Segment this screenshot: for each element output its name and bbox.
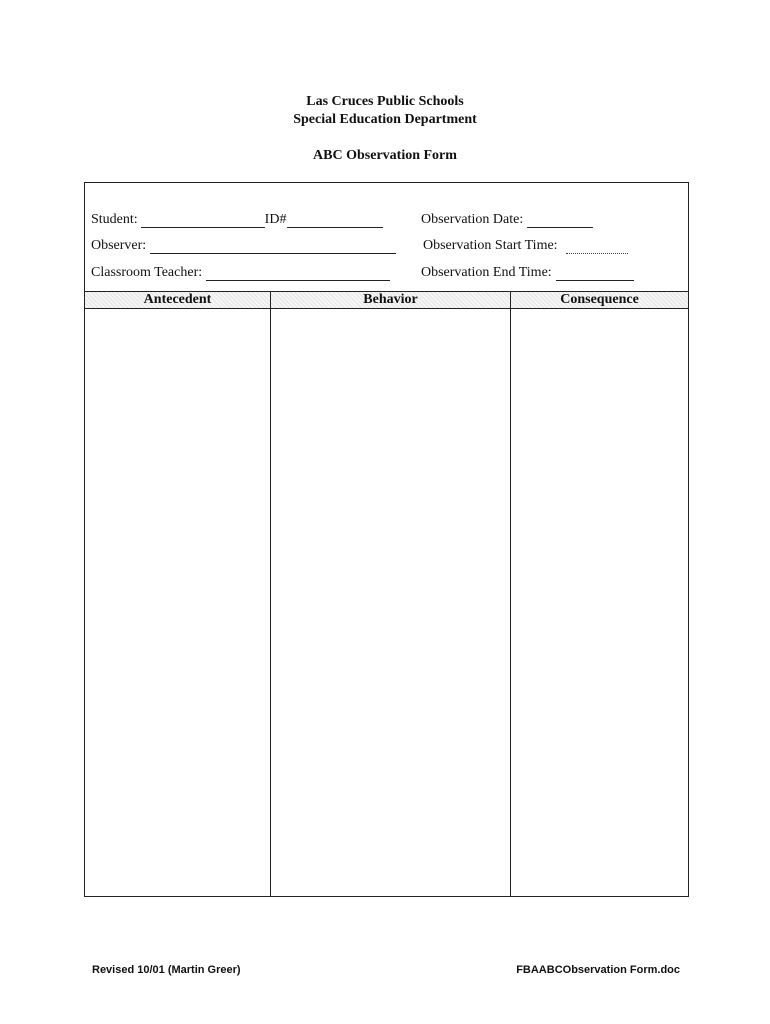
student-field — [91, 212, 383, 228]
behavior-column[interactable] — [271, 309, 510, 896]
observation-date-blank[interactable] — [527, 215, 593, 228]
behavior-header: Behavior — [363, 292, 418, 307]
antecedent-column[interactable] — [85, 309, 270, 896]
classroom-teacher-label: Classroom Teacher: — [91, 265, 203, 280]
observer-blank[interactable] — [150, 241, 396, 254]
classroom-teacher-blank[interactable] — [206, 268, 390, 281]
footer-filename: FBAABCObservation Form.doc — [516, 964, 680, 976]
id-label: ID# — [264, 212, 287, 227]
consequence-column[interactable] — [511, 309, 688, 896]
observation-form-box — [84, 182, 689, 897]
school-name: Las Cruces Public Schools — [306, 94, 464, 109]
student-label: Student: — [91, 212, 138, 227]
observation-start-blank[interactable] — [566, 243, 628, 254]
student-blank[interactable] — [141, 215, 265, 228]
observation-end-label: Observation End Time: — [421, 265, 552, 280]
column-header-row — [85, 291, 688, 309]
footer-revised: Revised 10/01 (Martin Greer) — [92, 964, 241, 976]
id-blank[interactable] — [287, 215, 383, 228]
consequence-header: Consequence — [560, 292, 639, 307]
classroom-teacher-field — [91, 265, 390, 281]
observer-field — [91, 238, 396, 254]
form-title: ABC Observation Form — [313, 148, 457, 163]
observation-date-label: Observation Date: — [421, 212, 524, 227]
observation-start-field — [423, 238, 628, 254]
antecedent-header: Antecedent — [143, 292, 212, 307]
observation-end-field — [421, 265, 634, 281]
department-name: Special Education Department — [293, 112, 477, 127]
observer-label: Observer: — [91, 238, 147, 253]
observation-end-blank[interactable] — [556, 268, 634, 281]
observation-start-label: Observation Start Time: — [423, 238, 558, 253]
observation-date-field — [421, 212, 593, 228]
